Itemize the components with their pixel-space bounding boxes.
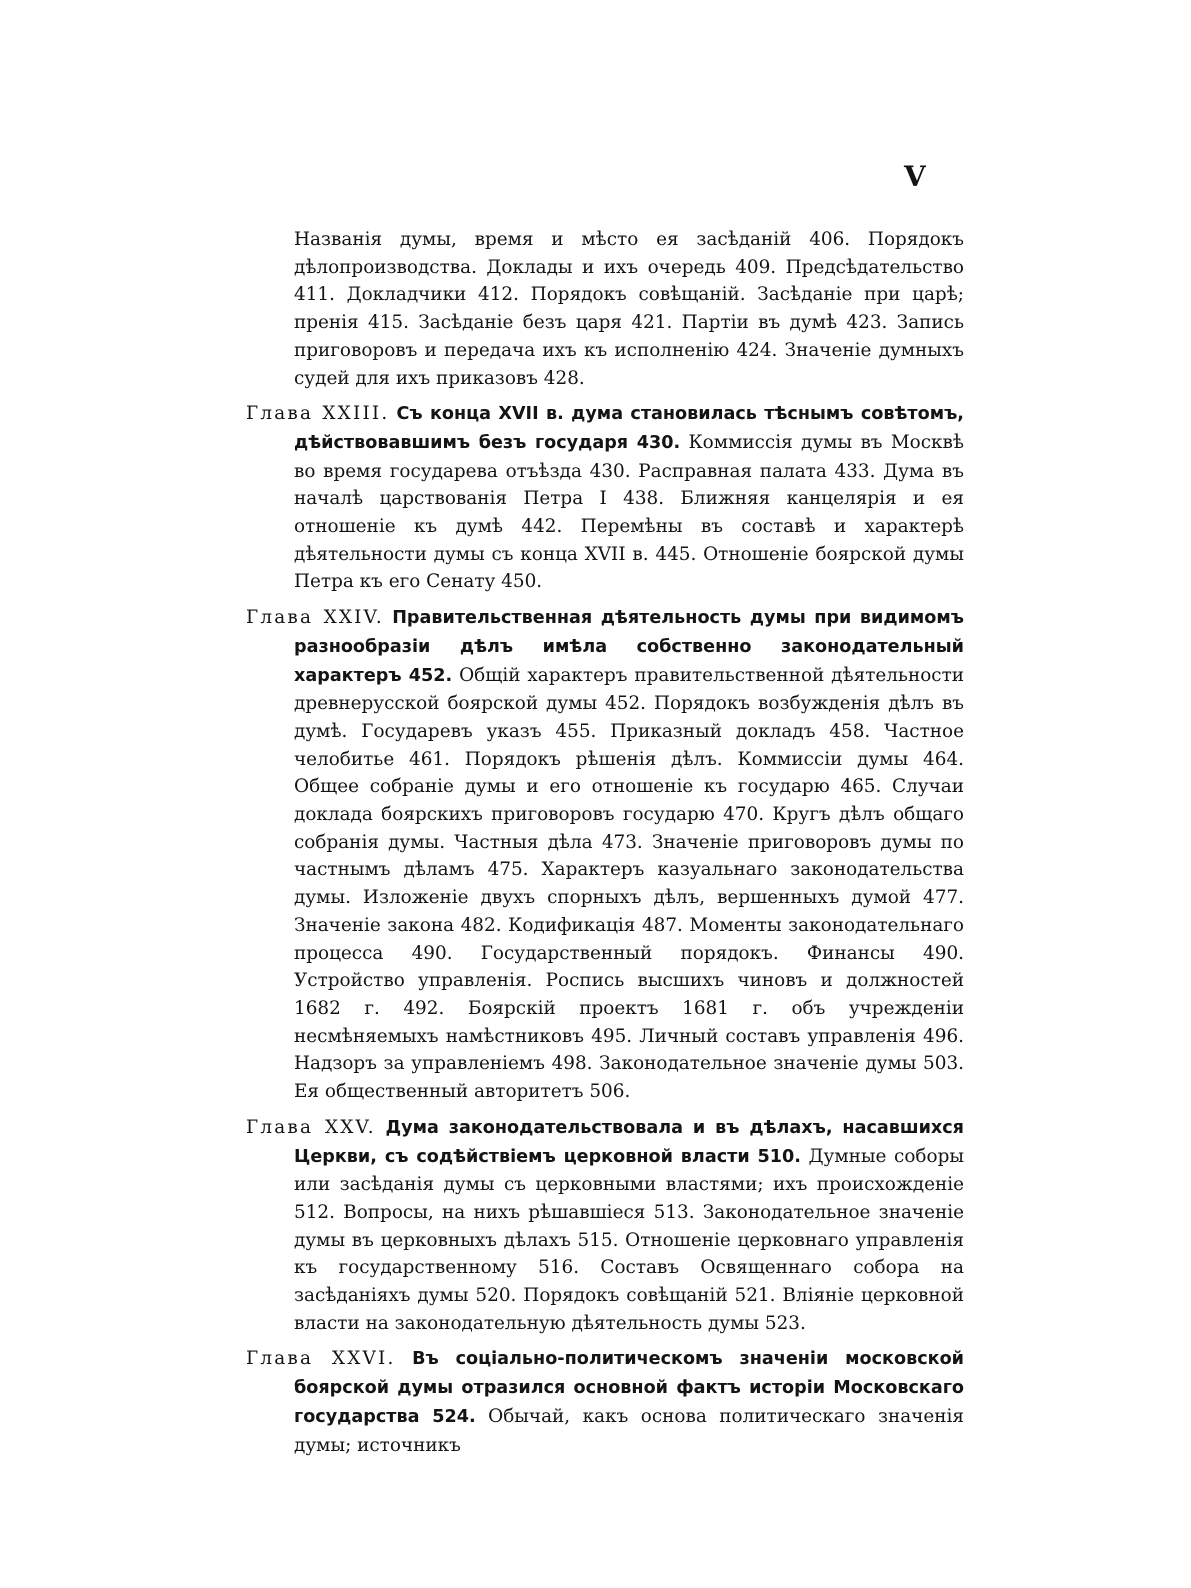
chapter-entry-xxvi <box>246 1345 964 1459</box>
table-of-contents <box>246 226 964 1467</box>
chapter-label: Глава XXIII. <box>246 403 390 425</box>
chapter-summary: Правительственная дѣятельность думы при видимомъ разнообразіи дѣлъ имѣла собственно законодательный характеръ 452. <box>294 608 964 686</box>
chapter-label: Глава XXIV. <box>246 607 384 629</box>
chapter-summary: Съ конца XVII в. дума становилась тѣснымъ совѣтомъ, дѣйствовавшимъ безъ государя 430. <box>294 404 964 453</box>
chapter-label: Глава XXV. <box>246 1116 376 1138</box>
chapter-entry-xxiii <box>246 400 964 596</box>
chapter-body: Думные соборы или засѣданія думы съ церковными властями; ихъ происхожденіе 512. Вопросы, на нихъ рѣшавшіеся 513. Законодательное значеніе думы въ церковныхъ дѣлахъ 515. Отношеніе церковнаго управленія къ государственному 516. Составъ Освященнаго собора на засѣданіяхъ думы 520. Порядокъ совѣщаній 521. Вліяніе церковной власти на законодательную дѣятельность думы 523. <box>294 1145 964 1334</box>
chapter-body: Обычай, какъ основа политическаго значенія думы; источникъ <box>294 1405 964 1456</box>
page-number: V <box>904 160 925 193</box>
chapter-summary: Въ соціально-политическомъ значеніи московской боярской думы отразился основной фактъ исторіи Московскаго государства 524. <box>294 1349 964 1427</box>
chapter-entry-xxiv <box>246 604 964 1106</box>
chapter-body: Общій характеръ правительственной дѣятельности древнерусской боярской думы 452. Порядокъ возбужденія дѣлъ въ думѣ. Государевъ указъ 455. Приказный докладъ 458. Частное челобитье 461. Порядокъ рѣшенія дѣлъ. Коммиссіи думы 464. Общее собраніе думы и его отношеніе къ государю 465. Случаи доклада боярскихъ приговоровъ государю 470. Кругъ дѣлъ общаго собранія думы. Частныя дѣла 473. Значеніе приговоровъ думы по частнымъ дѣламъ 475. Характеръ казуальнаго законодательства думы. Изложеніе двухъ спорныхъ дѣлъ, вершенныхъ думой 477. Значеніе закона 482. Кодификація 487. Моменты законодательнаго процесса 490. Государственный порядокъ. Финансы 490. Устройство управленія. Роспись высшихъ чиновъ и должностей 1682 г. 492. Боярскій проектъ 1681 г. объ учрежденіи несмѣняемыхъ намѣстниковъ 495. Личный составъ управленія 496. Надзоръ за управленіемъ 498. Законодательное значеніе думы 503. Ея общественный авторитетъ 506. <box>294 664 965 1103</box>
chapter-summary: Дума законодательствовала и въ дѣлахъ, насавшихся Церкви, съ содѣйствіемъ церковной власти 510. <box>294 1117 964 1167</box>
continuation-paragraph <box>246 226 964 392</box>
continuation-text: Названія думы, время и мѣсто ея засѣданій 406. Порядокъ дѣлопроизводства. Доклады и ихъ очередь 409. Предсѣдательство 411. Докладчики 412. Порядокъ совѣщаній. Засѣданіе при царѣ; пренія 415. Засѣданіе безъ царя 421. Партіи въ думѣ 423. Запись приговоровъ и передача ихъ къ исполненію 424. Значеніе думныхъ судей для ихъ приказовъ 428. <box>294 229 964 389</box>
chapter-label: Глава XXVI. <box>246 1348 396 1370</box>
chapter-body: Коммиссія думы въ Москвѣ во время государева отъѣзда 430. Расправная палата 433. Дума въ началѣ царствованія Петра I 438. Ближняя канцелярія и ея отношеніе къ думѣ 442. Перемѣны въ составѣ и характерѣ дѣятельности думы съ конца XVII в. 445. Отношеніе боярской думы Петра къ его Сенату 450. <box>294 431 964 593</box>
chapter-entry-xxv <box>246 1114 964 1338</box>
